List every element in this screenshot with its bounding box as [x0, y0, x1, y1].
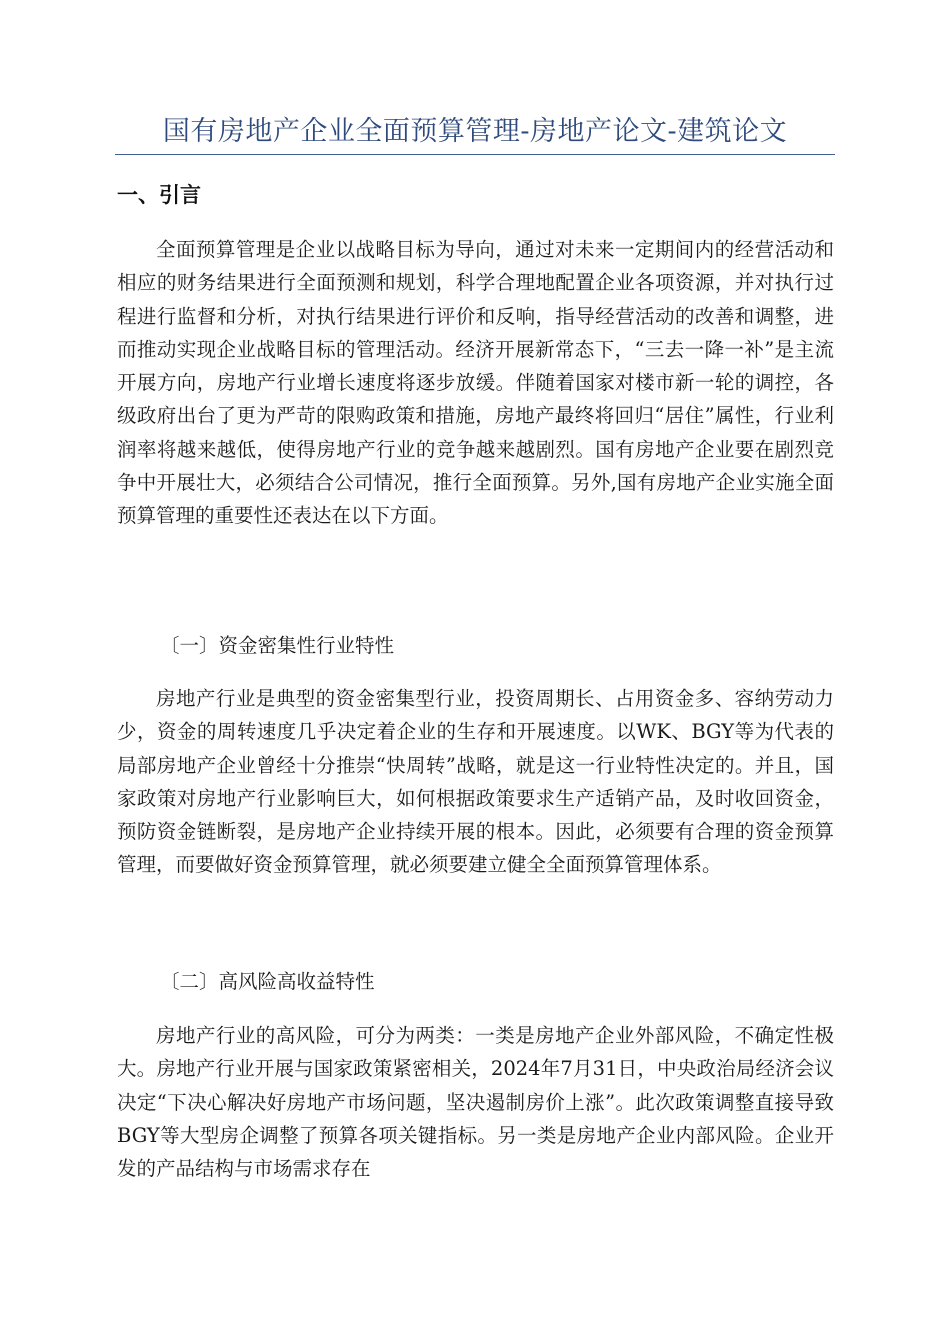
- paragraph-high-risk: 房地产行业的高风险，可分为两类：一类是房地产企业外部风险，不确定性极大。房地产行业开展与国家政策紧密相关，2024年7月31日，中央政治局经济会议决定“下决心解决好房地产市场问题，坚决遏制房价上涨”。此次政策调整直接导致BGY等大型房企调整了预算各项关键指标。另一类是房地产企业内部风险。企业开发的产品结构与市场需求存在: [117, 1024, 834, 1181]
- subheading-high-risk-high-return: 〔二〕高风险高收益特性: [160, 970, 375, 993]
- title-underline: [115, 154, 835, 155]
- paragraph-introduction: 全面预算管理是企业以战略目标为导向，通过对未来一定期间内的经营活动和相应的财务结果进行全面预测和规划，科学合理地配置企业各项资源，并对执行过程进行监督和分析，对执行结果进行评价和反响，指导经营活动的改善和调整，进而推动实现企业战略目标的管理活动。经济开展新常态下，“三去一降一补”是主流开展方向，房地产行业增长速度将逐步放缓。伴随着国家对楼市新一轮的调控，各级政府出台了更为严苛的限购政策和措施，房地产最终将回归“居住”属性，行业利润率将越来越低，使得房地产行业的竞争越来越剧烈。国有房地产企业要在剧烈竞争中开展壮大，必须结合公司情况，推行全面预算。另外,国有房地产企业实施全面预算管理的重要性还表达在以下方面。: [117, 238, 834, 528]
- paragraph-capital-intensive: 房地产行业是典型的资金密集型行业，投资周期长、占用资金多、容纳劳动力少，资金的周转速度几乎决定着企业的生存和开展速度。以WK、BGY等为代表的局部房地产企业曾经十分推崇“快周转”战略，就是这一行业特性决定的。并且，国家政策对房地产行业影响巨大，如何根据政策要求生产适销产品，及时收回资金，预防资金链断裂，是房地产企业持续开展的根本。因此，必须要有合理的资金预算管理，而要做好资金预算管理，就必须要建立健全全面预算管理体系。: [117, 687, 834, 877]
- document-title: 国有房地产企业全面预算管理-房地产论文-建筑论文: [162, 116, 788, 147]
- subheading-capital-intensive: 〔一〕资金密集性行业特性: [160, 634, 395, 657]
- section-heading-introduction: 一、引言: [117, 183, 201, 207]
